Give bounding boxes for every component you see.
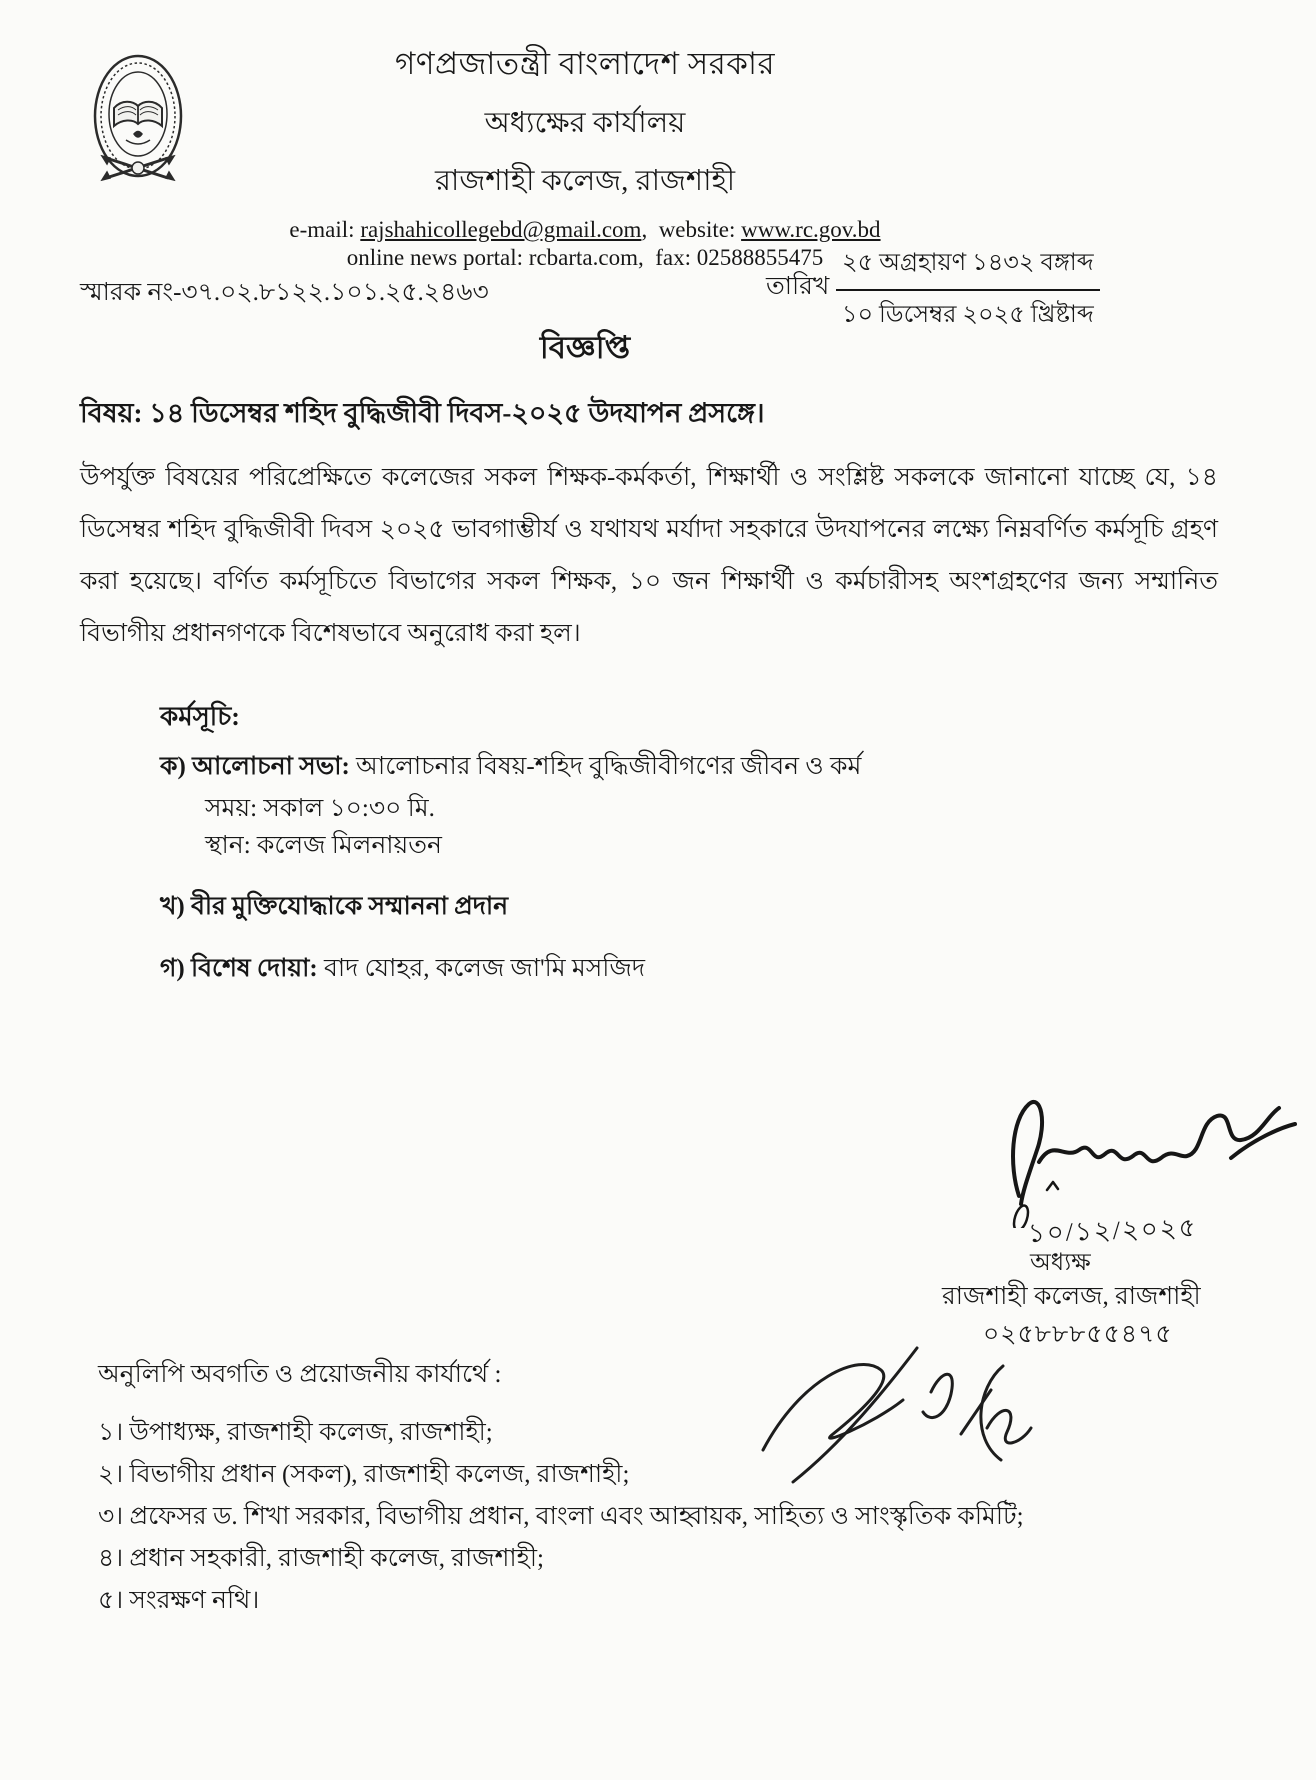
date-label: তারিখ (766, 273, 830, 300)
distribution-item: ২। বিভাগীয় প্রধান (সকল), রাজশাহী কলেজ, রাজশাহী; (98, 1461, 630, 1488)
program-item-a (160, 746, 861, 789)
fax-number: fax: 02588855475 (655, 245, 824, 270)
distribution-item: ৪। প্রধান সহকারী, রাজশাহী কলেজ, রাজশাহী; (98, 1545, 544, 1572)
program-heading: কর্মসূচি: (160, 702, 240, 731)
handwritten-date: ১০/১২/২০২৫ (1027, 1213, 1198, 1248)
signatory-designation: অধ্যক্ষ (1030, 1250, 1091, 1276)
distribution-item: ৩। প্রফেসর ড. শিখা সরকার, বিভাগীয় প্রধান, বাংলা এবং আহ্বায়ক, সাহিত্য ও সাংস্কৃতিক কমিটি; (98, 1503, 1024, 1530)
office-name: অধ্যক্ষের কার্যালয় (484, 107, 686, 139)
date-bangla: ২৫ অগ্রহায়ণ ১৪৩২ বঙ্গাব্দ (836, 244, 1100, 291)
college-seal-icon (92, 52, 184, 190)
signatory-organization: রাজশাহী কলেজ, রাজশাহী (942, 1283, 1201, 1310)
program-item-c-text: বাদ যোহর, কলেজ জা'মি মসজিদ (317, 955, 645, 982)
signatory-phone: ০২৫৮৮৮৫৫৪৭৫ (983, 1321, 1173, 1348)
separator: , (641, 217, 648, 242)
website-address: www.rc.gov.bd (741, 217, 881, 242)
body-paragraph: উপর্যুক্ত বিষয়ের পরিপ্রেক্ষিতে কলেজের সকল শিক্ষক-কর্মকর্তা, শিক্ষার্থী ও সংশ্লিষ্ট সকলকে জানানো যাচ্ছে যে, ১৪ ডিসেম্বর শহিদ বুদ্ধিজীবী দিবস ২০২৫ ভাবগাম্ভীর্য ও যথাযথ মর্যাদা সহকারে উদযাপনের লক্ষ্যে নিম্নবর্ণিত কর্মসূচি গ্রহণ করা হয়েছে। বর্ণিত কর্মসূচিতে বিভাগের সকল শিক্ষক, ১০ জন শিক্ষার্থী ও কর্মচারীসহ অংশগ্রহণের জন্য সম্মানিত বিভাগীয় প্রধানগণকে বিশেষভাবে অনুরোধ করা হল। (80, 464, 1218, 647)
distribution-list (98, 1412, 1024, 1622)
email-label: e-mail: (289, 217, 355, 242)
program-item-a-venue: স্থান: কলেজ মিলনায়তন (205, 832, 442, 859)
program-item-c-label: গ) বিশেষ দোয়া: (160, 955, 318, 982)
college-name: রাজশাহী কলেজ, রাজশাহী (434, 165, 736, 197)
program-item-b: খ) বীর মুক্তিযোদ্ধাকে সম্মাননা প্রদান (160, 893, 509, 920)
subject-line: বিষয়: ১৪ ডিসেম্বর শহিদ বুদ্ধিজীবী দিবস-২০২৫ উদযাপন প্রসঙ্গে। (80, 398, 765, 428)
program-item-a-time: সময়: সকাল ১০:৩০ মি. (205, 795, 435, 822)
email-address: rajshahicollegebd@gmail.com (360, 217, 642, 242)
website-label: website: (658, 217, 736, 242)
contact-line-1 (255, 217, 915, 243)
distribution-item: ৫। সংরক্ষণ নথি। (98, 1587, 260, 1614)
distribution-heading: অনুলিপি অবগতি ও প্রয়োজনীয় কার্যার্থে : (98, 1361, 502, 1388)
distribution-item: ১। উপাধ্যক্ষ, রাজশাহী কলেজ, রাজশাহী; (98, 1419, 493, 1446)
date-gregorian: ১০ ডিসেম্বর ২০২৫ খ্রিষ্টাব্দ (841, 302, 1094, 328)
notice-title: বিজ্ঞপ্তি (539, 330, 631, 365)
news-portal: online news portal: rcbarta.com, (346, 245, 644, 270)
program-item-a-text: আলোচনার বিষয়-শহিদ বুদ্ধিজীবীগণের জীবন ও কর্ম (349, 753, 862, 780)
government-name: গণপ্রজাতন্ত্রী বাংলাদেশ সরকার (394, 46, 776, 81)
program-item-a-label: ক) আলোচনা সভা: (160, 753, 350, 780)
date-block (836, 244, 1100, 336)
memo-number: স্মারক নং-৩৭.০২.৮১২২.১০১.২৫.২৪৬৩ (80, 279, 489, 306)
program-item-c (160, 948, 645, 991)
letterhead (255, 40, 915, 271)
signature-icon (995, 1078, 1305, 1228)
